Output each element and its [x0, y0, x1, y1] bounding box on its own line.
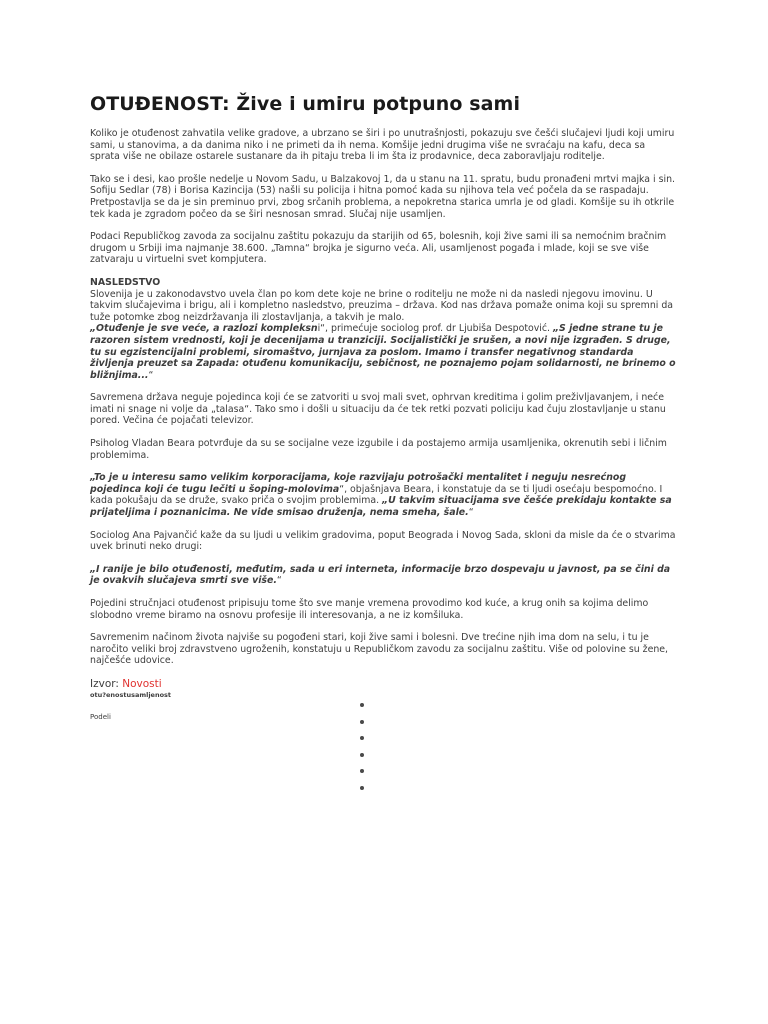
- attribution-despotovic: i“, primećuje sociolog prof. dr Ljubiša Despotović.: [317, 323, 554, 335]
- source-label: Izvor:: [90, 677, 123, 690]
- quote-beara-2: „U takvim situacijama sve češće prekidaju kontakte sa prijateljima i poznanicima. Ne vide smisao druženja, nema smeha, šale.: [90, 495, 672, 519]
- source-link[interactable]: Novosti: [122, 677, 162, 690]
- paragraph-sociologist: Sociolog Ana Pajvančić kaže da su ljudi u velikim gradovima, poput Beograda i Novog Sada, skloni da misle da će o stvarima uvek brinuti neko drugi:: [90, 529, 676, 553]
- paragraph-modern-state: Savremena država neguje pojedinca koji će se zatvoriti u svoj mali svet, ophrvan kreditima i golim preživljavanjem, i neće imati ni snage ni volje da „talasa“. Tako smo i došli u situaciju da će tek retki pozvati policiju kad čuju zlostavljanje u stanu pored. Večina će pojačati televizor.: [90, 392, 666, 427]
- paragraph-beara-quote: [90, 472, 676, 518]
- share-label: Podeli: [90, 712, 111, 721]
- share-list: [360, 703, 364, 802]
- share-item[interactable]: [360, 786, 364, 790]
- quote-close: “: [148, 369, 154, 381]
- quote-despotovic-2: „S jedne strane tu je razoren sistem vrednosti, koji je decenijama u tranziciji. Socijalistički je srušen, a novi nije izgrađen. S druge, tu su egzistencijalni problemi, siromaštvo, jurnjava za poslom. Imamo i transfer negativnog standarda življenja preuzet sa Zapada: otuđenu komunikaciju, sebičnost, ne poznajemo pojam solidarnosti, ne brinemo o bližnjima...: [90, 323, 676, 381]
- article: [90, 92, 676, 722]
- attribution-beara: “, objašnjava Beara, i konstatuje da se ti ljudi osećaju bespomoćno. I kada pokušaju da se druže, svako priča o svojim problemima.: [90, 483, 663, 507]
- share-item[interactable]: [360, 720, 364, 724]
- share-item[interactable]: [360, 703, 364, 707]
- article-title: OTUĐENOST: Žive i umiru potpuno sami: [90, 93, 521, 115]
- paragraph-inheritance: [90, 277, 676, 381]
- quote-beara-1: „To je u interesu samo velikim korporacijama, koje razvijaju potrošački mentalitet i neguju nesrećnog pojedinca koji će tugu lečiti u šoping-molovima: [90, 472, 627, 495]
- quote-close: “: [468, 507, 474, 519]
- share-item[interactable]: [360, 769, 364, 773]
- quote-close: “: [276, 575, 282, 587]
- paragraph-elderly: Savremenim načinom života najviše su pogođeni stari, koji žive sami i bolesni. Dve trećine njih ima dom na selu, i tu je naročito veliki broj zdravstveno ugroženih, konstatuju u Republičkom zavodu za socijalnu zaštitu. Više od polovine su žene, najčešće udovice.: [90, 632, 669, 667]
- paragraph-pajvancic-quote: [90, 564, 676, 587]
- share-item[interactable]: [360, 736, 364, 740]
- tags[interactable]: otu?enostusamljenost: [90, 690, 172, 699]
- quote-pajvancic: „I ranije je bilo otuđenosti, međutim, sada u eri interneta, informacije brzo dospevaju u javnost, pa se čini da je ovakvih slučajeva smrti sve više.: [90, 563, 671, 587]
- paragraph-experts: Pojedini stručnjaci otuđenost pripisuju tome što sve manje vremena provodimo kod kuće, a krug onih sa kojima delimo slobodno vreme biramo na osnovu profesije ili interesovanja, a ne iz komšiluka.: [90, 598, 649, 621]
- paragraph-psychologist: Psiholog Vladan Beara potvrđuje da su se socijalne veze izgubile i da postajemo armija usamljenika, okrenutih sebi i ličnim problemima.: [90, 438, 667, 461]
- paragraph-novi-sad-case: Tako se i desi, kao prošle nedelje u Novom Sadu, u Balzakovoj 1, da u stanu na 11. spratu, budu pronađeni mrtvi majka i sin. Sofiju Sedlar (78) i Borisa Kazincija (53) našli su policija i hitna pomoć kada su njihova tela već počela da se raspadaju. Pretpostavlja se da je sin preminuo prvi, zbog srčanih problema, a nepokretna starica umrla je od gladi. Komšije su ih otkrile tek kada je zgradom počeo da se širi nesnosan smrad. Slučaj nije usamljen.: [90, 173, 676, 220]
- share-item[interactable]: [360, 753, 364, 757]
- paragraph-intro: Koliko je otuđenost zahvatila velike gradove, a ubrzano se širi i po unutrašnjosti, pokazuju sve češći slučajevi ljudi koji umiru sami, u stanovima, a da danima niko i ne primeti da ih nema. Komšije jedni drugima više ne svraćaju na kafu, deca sa sprata više ne obilaze ostarele sustanare da ih pitaju treba li im šta iz prodavnice, deca zaboravljaju roditelje.: [90, 128, 675, 163]
- inheritance-text: Slovenija je u zakonodavstvo uvela član po kom dete koje ne brine o roditelju ne može ni da nasledi njegovu imovinu. U takvim slučajevima i brigu, ali i kompletno nasledstvo, preuzima – država. Kod nas država pomaže onima koji su spremni da tuže potomke zbog neizdržavanja ili zlostavljanja, a takvih je malo.: [90, 288, 674, 323]
- quote-despotovic-1: „Otuđenje je sve veće, a razlozi kompleksn: [90, 323, 318, 335]
- paragraph-statistics: Podaci Republičkog zavoda za socijalnu zaštitu pokazuju da starijih od 65, bolesnih, koji žive sami ili sa nemoćnim bračnim drugom u Srbiji ima najmanje 38.600. „Tamna“ brojka je sigurno veća. Ali, usamljenost pogađa i mlade, koji se sve više zatvaraju u virtuelni svet kompjutera.: [90, 231, 667, 266]
- source-line: [90, 678, 676, 691]
- section-heading: NASLEDSTVO: [90, 276, 161, 288]
